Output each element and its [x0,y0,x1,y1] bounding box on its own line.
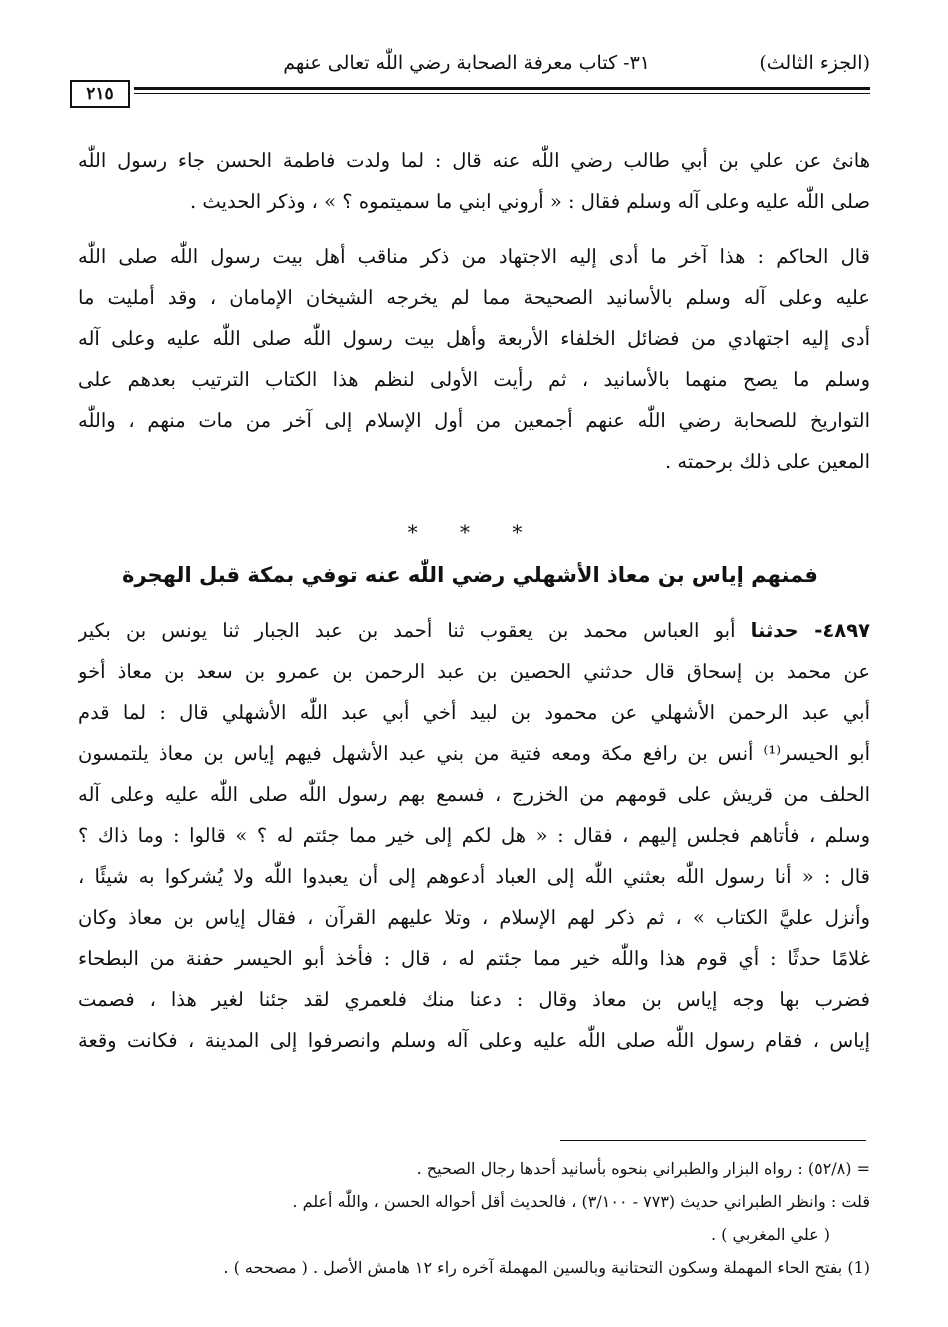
header-rule-thin [134,93,870,94]
footnotes [78,1152,870,1284]
text-line: الحلف من قريش على قومهم من الخزرج ، فسمع بهم رسول اللّٰه صلى اللّٰه عليه وعلى آله [78,783,870,806]
text-line [78,610,870,651]
text-line: صلى اللّٰه عليه وعلى آله وسلم فقال : « أروني ابني ما سميتموه ؟ » ، وذكر الحديث . [189,190,870,213]
text-line: قال : « أنا رسول اللّٰه بعثني اللّٰه إلى العباد أدعوهم إلى أن يعبدوا اللّٰه ولا يُشركوا به شيئًا ، [78,865,870,888]
text-line: عليه وعلى آله وسلم بالأسانيد الصحيحة مما لم يخرجه الشيخان الإمامان ، وقد أمليت ما [78,286,870,309]
text-line: المعين على ذلك برحمته . [664,450,870,473]
hadith-number: ٤٨٩٧- حدثنا [750,619,870,642]
footnote-divider [560,1140,866,1141]
header-rule [70,82,870,102]
paragraph-1 [78,140,870,222]
text-line: وسلم ما يصح منهما بالأسانيد ، ثم رأيت الأولى لنظم هذا الكتاب الترتيب بعدهم على [78,368,870,391]
text-line: أبي عبد الرحمن الأشهلي عن محمود بن لبيد أخي أبي عبد اللّٰه الأشهلي قال : لما قدم [78,701,870,724]
text-line: أدى إليه اجتهادي من فضائل الخلفاء الأربعة وأهل بيت رسول اللّٰه صلى اللّٰه عليه وعلى آله [78,327,870,350]
section-separator: * * * [407,520,541,544]
paragraph-2 [78,236,870,482]
chapter-title: ٣١- كتاب معرفة الصحابة رضي اللّٰه تعالى عنهم [283,52,650,74]
text-line: أبو الحيسر⁽¹⁾ أنس بن رافع مكة ومعه فتية من بني عبد الأشهل فيهم إياس بن معاذ يلتمسون [78,742,870,765]
text-line: عن محمد بن إسحاق قال حدثني الحصين بن عبد الرحمن بن عمرو بن سعد بن معاذ أخو [78,660,870,683]
text-line: قال الحاكم : هذا آخر ما أدى إليه الاجتهاد من ذكر مناقب أهل بيت رسول اللّٰه صلى اللّٰه [78,245,870,268]
footnote-line: (1) بفتح الحاء المهملة وسكون التحتانية وبالسين المهملة آخره راء ١٢ هامش الأصل . ( مصححه ) . [223,1258,870,1277]
section-heading: فمنهم إياس بن معاذ الأشهلي رضي اللّٰه عنه توفي بمكة قبل الهجرة [122,563,818,587]
footnote-line: قلت : وانظر الطبراني حديث (٧٧٣ - ٣/١٠٠) ، فالحديث أقل أحواله الحسن ، واللّٰه أعلم . [292,1192,870,1211]
page-number: ٢١٥ [70,80,130,108]
header-rule-thick [134,87,870,90]
hadith-first-line: أبو العباس محمد بن يعقوب ثنا أحمد بن عبد الجبار ثنا يونس بن بكير [78,619,736,642]
text-line: التواريخ للصحابة رضي اللّٰه عنهم أجمعين من أول الإسلام إلى آخر من مات منهم ، واللّٰه [78,409,870,432]
text-line: وأنزل عليَّ الكتاب » ، ثم ذكر لهم الإسلام ، وتلا عليهم القرآن ، فقال إياس بن معاذ وكان [78,906,870,929]
hadith-paragraph [78,610,870,1061]
footnote-line: ( علي المغربي ) . [711,1225,830,1244]
text-line: إياس ، فقام رسول اللّٰه صلى اللّٰه عليه وعلى آله وسلم وانصرفوا إلى المدينة ، فكانت وقعة [78,1029,870,1052]
text-line: وسلم ، فأتاهم فجلس إليهم ، فقال : « هل لكم إلى خير مما جئتم له ؟ » قالوا : وما ذاك ؟ [78,824,870,847]
text-line: فضرب بها وجه إياس بن معاذ وقال : دعنا منك فلعمري لقد جئنا لغير هذا ، فصمت [78,988,870,1011]
text-line: هانئ عن علي بن أبي طالب رضي اللّٰه عنه قال : لما ولدت فاطمة الحسن جاء رسول اللّٰه [78,149,870,172]
text-line: غلامًا حدثًا : أي قوم هذا واللّٰه خير مما جئتم له ، قال : فأخذ أبو الحيسر حفنة من البطحاء [78,947,870,970]
volume-label: (الجزء الثالث) [759,52,870,74]
page-header [70,52,870,112]
footnote-line: = (٥٢/٨) : رواه البزار والطبراني بنحوه بأسانيد أحدها رجال الصحيح . [416,1159,870,1178]
